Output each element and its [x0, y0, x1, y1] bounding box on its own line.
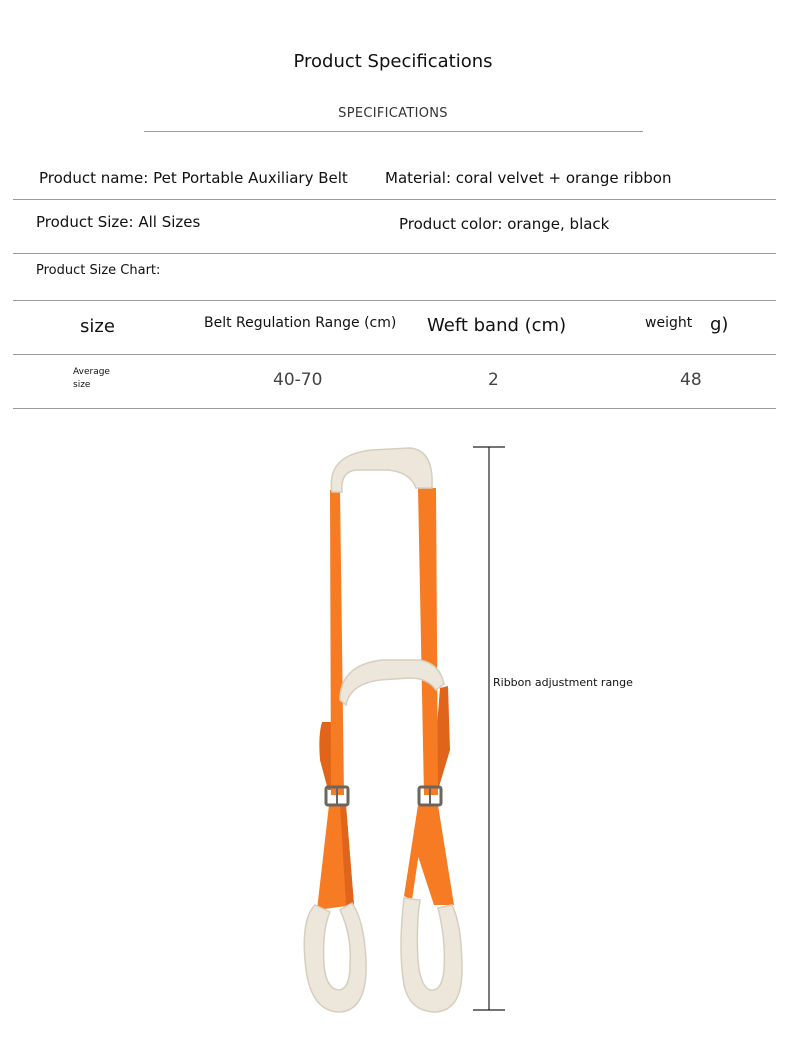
page-subtitle: SPECIFICATIONS [338, 106, 448, 121]
ribbon-adjustment-label: Ribbon adjustment range [493, 676, 633, 689]
page-title: Product Specifications [293, 51, 493, 72]
product-color-text: Product color: orange, black [399, 215, 610, 233]
table-header-belt-range: Belt Regulation Range (cm) [204, 315, 397, 331]
table-header-weight: weight [645, 315, 693, 331]
product-name-text: Product name: Pet Portable Auxiliary Belt [39, 169, 348, 187]
product-size-text: Product Size: All Sizes [36, 213, 201, 231]
table-header-weight-unit: g) [710, 314, 729, 335]
material-text: Material: coral velvet + orange ribbon [385, 169, 672, 187]
ribbon-range-bracket [473, 447, 505, 1010]
table-header-weft-band: Weft band (cm) [427, 315, 567, 336]
table-cell-weight: 48 [680, 370, 702, 390]
table-cell-weft-band: 2 [488, 370, 499, 390]
table-header-size: size [80, 316, 115, 337]
table-cell-size-line2: size [73, 380, 91, 390]
table-cell-belt-range: 40-70 [273, 370, 323, 390]
table-cell-size-line1: Average [73, 367, 110, 377]
size-chart-label: Product Size Chart: [36, 263, 161, 278]
